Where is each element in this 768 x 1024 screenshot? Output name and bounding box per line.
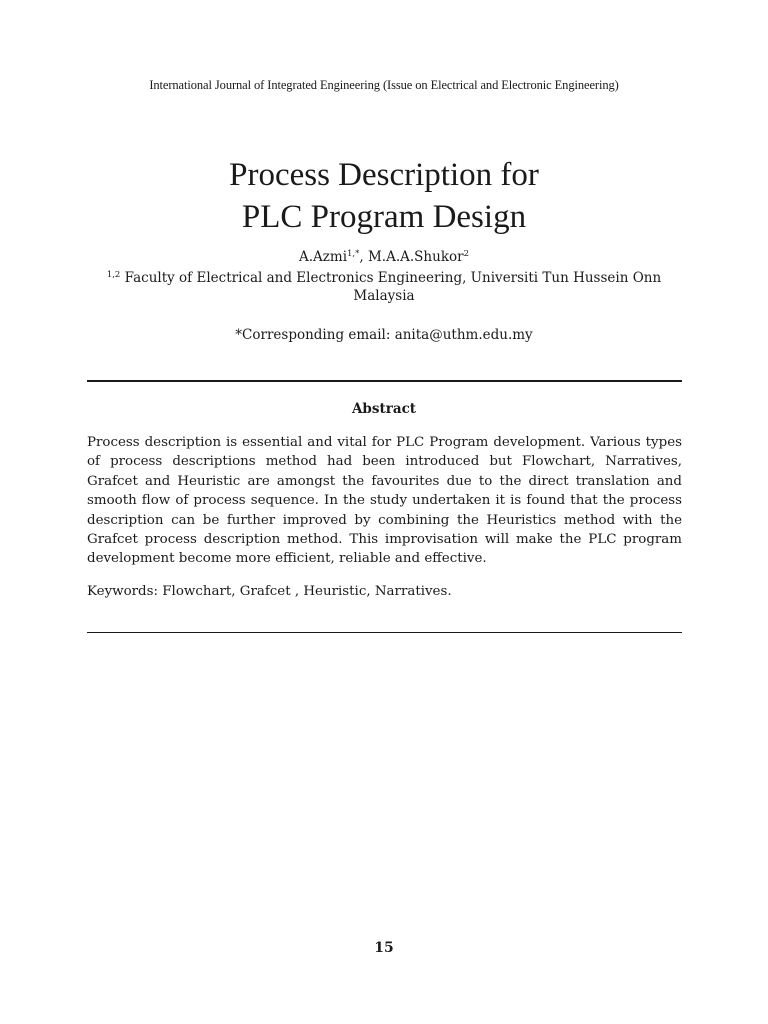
corresponding-email: *Corresponding email: anita@uthm.edu.my [235,327,533,343]
author-list [0,249,768,265]
affiliation-text: Faculty of Electrical and Electronics Engineering, Universiti Tun Hussein Onn Malaysia [120,270,662,304]
running-head: International Journal of Integrated Engineering (Issue on Electrical and Electronic Engineering) [149,78,619,92]
page-number: 15 [374,940,394,956]
title-line-1: Process Description for [229,157,539,193]
title-line-2: PLC Program Design [241,199,527,235]
top-divider [87,380,682,382]
keywords: Keywords: Flowchart, Grafcet , Heuristic, Narratives. [87,584,452,599]
affiliation [96,269,672,305]
author-2: M.A.A.Shukor [367,249,464,265]
bottom-divider [87,632,682,633]
affiliation-marks: 1,2 [106,270,121,280]
author-2-marks: 2 [463,249,470,259]
author-separator: , [359,249,368,265]
abstract-heading: Abstract [351,401,417,417]
paper-title [0,154,768,238]
abstract-body: Process description is essential and vital for PLC Program development. Various types of process descriptions method had been introduced but Flowchart, Narratives, Grafcet and Heuristic are amongst the favourites due to the direct translation and smooth flow of process sequence. In the study undertaken it is found that the process description can be further improved by combining the Heuristics method with the Grafcet process description method. This improvisation will make the PLC program development become more efficient, reliable and effective. [87,435,682,567]
author-1: A.Azmi [298,249,348,265]
author-1-marks: 1,* [347,249,360,259]
